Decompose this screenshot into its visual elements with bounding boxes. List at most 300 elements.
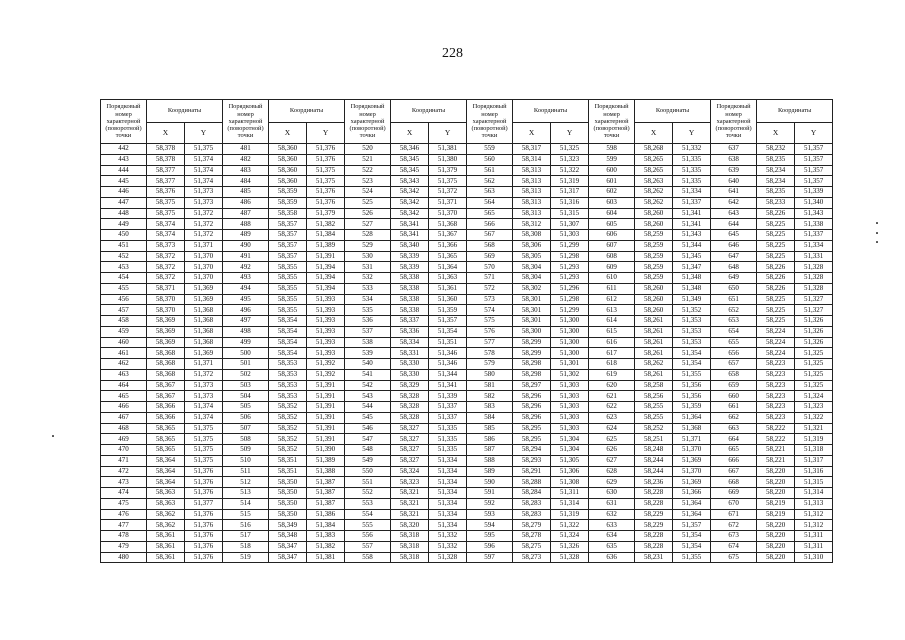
point-number-cell: 602: [589, 187, 635, 198]
table-row: [101, 520, 833, 531]
point-number-cell: 556: [345, 531, 391, 542]
point-number-cell: 635: [589, 541, 635, 552]
x-coordinate-cell: 58,223: [757, 402, 795, 413]
table-row: [101, 273, 833, 284]
point-number-cell: 530: [345, 251, 391, 262]
point-number-cell: 589: [467, 466, 513, 477]
y-coordinate-cell: 51,315: [551, 208, 589, 219]
x-coordinate-cell: 58,360: [269, 154, 307, 165]
point-number-cell: 626: [589, 445, 635, 456]
y-coordinate-cell: 51,356: [673, 380, 711, 391]
point-number-cell: 491: [223, 251, 269, 262]
y-coordinate-cell: 51,391: [307, 434, 345, 445]
y-coordinate-cell: 51,372: [185, 208, 223, 219]
y-coordinate-cell: 51,322: [551, 165, 589, 176]
point-number-cell: 580: [467, 369, 513, 380]
table-row: [101, 531, 833, 542]
table-row: [101, 488, 833, 499]
x-coordinate-cell: 58,338: [391, 305, 429, 316]
point-number-cell: 578: [467, 348, 513, 359]
y-coordinate-cell: 51,328: [795, 283, 833, 294]
y-coordinate-cell: 51,312: [795, 509, 833, 520]
x-coordinate-cell: 58,233: [757, 197, 795, 208]
point-number-cell: 574: [467, 305, 513, 316]
x-coordinate-cell: 58,283: [513, 509, 551, 520]
point-number-cell: 567: [467, 230, 513, 241]
point-number-cell: 619: [589, 369, 635, 380]
x-coordinate-cell: 58,259: [635, 230, 673, 241]
point-number-cell: 531: [345, 262, 391, 273]
x-coordinate-cell: 58,313: [513, 165, 551, 176]
point-number-cell: 458: [101, 316, 147, 327]
point-number-cell: 546: [345, 423, 391, 434]
x-coordinate-cell: 58,369: [147, 326, 185, 337]
point-number-cell: 542: [345, 380, 391, 391]
point-number-cell: 457: [101, 305, 147, 316]
x-coordinate-cell: 58,359: [269, 187, 307, 198]
point-number-cell: 544: [345, 402, 391, 413]
y-coordinate-cell: 51,370: [673, 466, 711, 477]
point-number-cell: 593: [467, 509, 513, 520]
point-number-cell: 666: [711, 455, 757, 466]
y-coordinate-cell: 51,376: [307, 187, 345, 198]
point-number-cell: 464: [101, 380, 147, 391]
y-coordinate-cell: 51,365: [429, 251, 467, 262]
table-row: [101, 316, 833, 327]
point-number-cell: 478: [101, 531, 147, 542]
point-number-cell: 498: [223, 326, 269, 337]
point-number-cell: 503: [223, 380, 269, 391]
table-row: [101, 165, 833, 176]
point-number-cell: 633: [589, 520, 635, 531]
point-number-cell: 571: [467, 273, 513, 284]
y-coordinate-cell: 51,334: [673, 187, 711, 198]
point-number-cell: 588: [467, 455, 513, 466]
point-number-cell: 604: [589, 208, 635, 219]
x-coordinate-cell: 58,365: [147, 423, 185, 434]
x-coordinate-cell: 58,228: [635, 541, 673, 552]
table-row: [101, 423, 833, 434]
y-coordinate-cell: 51,353: [673, 326, 711, 337]
x-coordinate-cell: 58,259: [635, 262, 673, 273]
scan-speck: [876, 232, 878, 234]
y-coordinate-cell: 51,313: [795, 498, 833, 509]
x-coordinate-cell: 58,304: [513, 262, 551, 273]
x-coordinate-cell: 58,371: [147, 283, 185, 294]
point-number-cell: 558: [345, 552, 391, 563]
x-coordinate-cell: 58,352: [269, 434, 307, 445]
x-coordinate-cell: 58,370: [147, 294, 185, 305]
coordinates-header: Координаты: [513, 100, 589, 123]
y-coordinate-cell: 51,328: [795, 262, 833, 273]
x-coordinate-cell: 58,323: [391, 477, 429, 488]
y-coordinate-cell: 51,348: [673, 273, 711, 284]
y-header: Y: [673, 123, 711, 144]
y-coordinate-cell: 51,293: [551, 262, 589, 273]
point-number-cell: 536: [345, 316, 391, 327]
x-coordinate-cell: 58,360: [269, 165, 307, 176]
y-coordinate-cell: 51,303: [551, 402, 589, 413]
point-number-cell: 672: [711, 520, 757, 531]
point-number-cell: 532: [345, 273, 391, 284]
point-number-cell: 510: [223, 455, 269, 466]
y-coordinate-cell: 51,391: [307, 251, 345, 262]
y-coordinate-cell: 51,314: [795, 488, 833, 499]
y-coordinate-cell: 51,306: [551, 466, 589, 477]
x-coordinate-cell: 58,260: [635, 219, 673, 230]
y-coordinate-cell: 51,375: [307, 165, 345, 176]
point-number-cell: 483: [223, 165, 269, 176]
y-coordinate-cell: 51,334: [429, 509, 467, 520]
point-number-cell: 502: [223, 369, 269, 380]
point-number-cell: 621: [589, 391, 635, 402]
x-coordinate-cell: 58,220: [757, 477, 795, 488]
x-coordinate-cell: 58,313: [513, 176, 551, 187]
x-coordinate-cell: 58,346: [391, 144, 429, 155]
point-number-cell: 617: [589, 348, 635, 359]
point-number-cell: 596: [467, 541, 513, 552]
y-coordinate-cell: 51,373: [185, 380, 223, 391]
y-coordinate-cell: 51,375: [185, 434, 223, 445]
point-number-cell: 671: [711, 509, 757, 520]
point-number-cell: 451: [101, 240, 147, 251]
y-coordinate-cell: 51,392: [307, 359, 345, 370]
point-number-cell: 563: [467, 187, 513, 198]
x-coordinate-cell: 58,339: [391, 262, 429, 273]
y-coordinate-cell: 51,366: [673, 488, 711, 499]
y-coordinate-cell: 51,368: [673, 423, 711, 434]
y-header: Y: [185, 123, 223, 144]
y-coordinate-cell: 51,344: [429, 369, 467, 380]
x-coordinate-cell: 58,224: [757, 348, 795, 359]
table-body: [101, 144, 833, 563]
point-number-cell: 485: [223, 187, 269, 198]
point-number-cell: 549: [345, 455, 391, 466]
point-number-cell: 484: [223, 176, 269, 187]
y-coordinate-cell: 51,391: [307, 391, 345, 402]
x-coordinate-cell: 58,278: [513, 531, 551, 542]
x-coordinate-cell: 58,261: [635, 326, 673, 337]
y-coordinate-cell: 51,300: [551, 337, 589, 348]
x-coordinate-cell: 58,261: [635, 348, 673, 359]
point-number-cell: 466: [101, 402, 147, 413]
y-coordinate-cell: 51,373: [185, 391, 223, 402]
y-coordinate-cell: 51,357: [795, 176, 833, 187]
y-coordinate-cell: 51,339: [795, 187, 833, 198]
y-coordinate-cell: 51,372: [185, 219, 223, 230]
point-number-cell: 661: [711, 402, 757, 413]
y-coordinate-cell: 51,372: [429, 187, 467, 198]
point-number-cell: 540: [345, 359, 391, 370]
x-coordinate-cell: 58,275: [513, 541, 551, 552]
point-number-cell: 529: [345, 240, 391, 251]
y-coordinate-cell: 51,335: [673, 154, 711, 165]
point-number-cell: 487: [223, 208, 269, 219]
point-number-cell: 446: [101, 187, 147, 198]
point-number-cell: 637: [711, 144, 757, 155]
y-coordinate-cell: 51,323: [795, 402, 833, 413]
x-coordinate-cell: 58,352: [269, 445, 307, 456]
point-number-cell: 541: [345, 369, 391, 380]
y-coordinate-cell: 51,334: [429, 520, 467, 531]
x-coordinate-cell: 58,353: [269, 359, 307, 370]
point-number-cell: 651: [711, 294, 757, 305]
point-number-cell: 582: [467, 391, 513, 402]
point-number-cell: 545: [345, 412, 391, 423]
x-coordinate-cell: 58,223: [757, 369, 795, 380]
table-row: [101, 154, 833, 165]
point-number-cell: 472: [101, 466, 147, 477]
x-coordinate-cell: 58,357: [269, 251, 307, 262]
point-number-cell: 499: [223, 337, 269, 348]
scan-speck: [876, 241, 878, 243]
x-coordinate-cell: 58,304: [513, 273, 551, 284]
x-coordinate-cell: 58,352: [269, 402, 307, 413]
point-number-cell: 496: [223, 305, 269, 316]
y-coordinate-cell: 51,354: [673, 531, 711, 542]
point-number-cell: 598: [589, 144, 635, 155]
scan-speck: [52, 435, 54, 437]
point-number-cell: 494: [223, 283, 269, 294]
y-coordinate-cell: 51,377: [185, 498, 223, 509]
point-number-cell: 647: [711, 251, 757, 262]
x-coordinate-cell: 58,291: [513, 466, 551, 477]
point-number-cell: 584: [467, 412, 513, 423]
x-coordinate-cell: 58,260: [635, 208, 673, 219]
point-number-cell: 462: [101, 359, 147, 370]
x-coordinate-cell: 58,368: [147, 348, 185, 359]
y-coordinate-cell: 51,373: [185, 187, 223, 198]
x-coordinate-cell: 58,368: [147, 369, 185, 380]
y-coordinate-cell: 51,375: [429, 176, 467, 187]
x-coordinate-cell: 58,342: [391, 197, 429, 208]
y-coordinate-cell: 51,391: [307, 380, 345, 391]
y-coordinate-cell: 51,368: [185, 316, 223, 327]
point-number-cell: 590: [467, 477, 513, 488]
point-number-cell: 456: [101, 294, 147, 305]
point-number-cell: 569: [467, 251, 513, 262]
table-row: [101, 541, 833, 552]
x-coordinate-cell: 58,376: [147, 187, 185, 198]
point-number-cell: 557: [345, 541, 391, 552]
point-number-cell: 573: [467, 294, 513, 305]
y-coordinate-cell: 51,321: [795, 423, 833, 434]
point-number-cell: 500: [223, 348, 269, 359]
x-coordinate-cell: 58,350: [269, 477, 307, 488]
table-row: [101, 262, 833, 273]
table-row: [101, 219, 833, 230]
y-coordinate-cell: 51,337: [429, 412, 467, 423]
point-number-cell: 607: [589, 240, 635, 251]
y-coordinate-cell: 51,331: [795, 251, 833, 262]
y-coordinate-cell: 51,381: [307, 552, 345, 563]
point-number-cell: 649: [711, 273, 757, 284]
x-coordinate-cell: 58,355: [269, 262, 307, 273]
point-number-cell: 528: [345, 230, 391, 241]
point-number-cell: 622: [589, 402, 635, 413]
point-number-header: Порядковый номер характерной (поворотной) точки: [223, 100, 269, 144]
point-number-cell: 639: [711, 165, 757, 176]
point-number-cell: 634: [589, 531, 635, 542]
point-number-cell: 479: [101, 541, 147, 552]
y-coordinate-cell: 51,315: [795, 477, 833, 488]
y-coordinate-cell: 51,370: [673, 445, 711, 456]
x-coordinate-cell: 58,342: [391, 187, 429, 198]
point-number-cell: 463: [101, 369, 147, 380]
point-number-cell: 475: [101, 498, 147, 509]
y-coordinate-cell: 51,299: [551, 240, 589, 251]
x-coordinate-cell: 58,273: [513, 552, 551, 563]
point-number-cell: 631: [589, 498, 635, 509]
point-number-cell: 492: [223, 262, 269, 273]
x-coordinate-cell: 58,336: [391, 326, 429, 337]
point-number-cell: 467: [101, 412, 147, 423]
x-coordinate-cell: 58,223: [757, 380, 795, 391]
y-coordinate-cell: 51,376: [185, 541, 223, 552]
y-coordinate-cell: 51,376: [307, 154, 345, 165]
x-header: X: [757, 123, 795, 144]
point-number-cell: 675: [711, 552, 757, 563]
point-number-cell: 564: [467, 197, 513, 208]
x-coordinate-cell: 58,298: [513, 359, 551, 370]
x-coordinate-cell: 58,224: [757, 326, 795, 337]
point-number-cell: 659: [711, 380, 757, 391]
point-number-cell: 601: [589, 176, 635, 187]
point-number-cell: 534: [345, 294, 391, 305]
x-coordinate-cell: 58,362: [147, 520, 185, 531]
x-coordinate-cell: 58,340: [391, 240, 429, 251]
x-coordinate-cell: 58,369: [147, 316, 185, 327]
point-number-cell: 667: [711, 466, 757, 477]
point-number-cell: 658: [711, 369, 757, 380]
y-coordinate-cell: 51,303: [551, 391, 589, 402]
point-number-cell: 591: [467, 488, 513, 499]
y-coordinate-cell: 51,328: [429, 552, 467, 563]
point-number-cell: 476: [101, 509, 147, 520]
y-coordinate-cell: 51,383: [307, 531, 345, 542]
x-coordinate-cell: 58,355: [269, 294, 307, 305]
y-coordinate-cell: 51,364: [429, 262, 467, 273]
point-number-cell: 656: [711, 348, 757, 359]
point-number-cell: 535: [345, 305, 391, 316]
x-coordinate-cell: 58,365: [147, 445, 185, 456]
y-coordinate-cell: 51,298: [551, 251, 589, 262]
x-header: X: [147, 123, 185, 144]
point-number-cell: 488: [223, 219, 269, 230]
y-coordinate-cell: 51,335: [429, 423, 467, 434]
point-number-cell: 489: [223, 230, 269, 241]
table-row: [101, 208, 833, 219]
point-number-cell: 652: [711, 305, 757, 316]
x-coordinate-cell: 58,223: [757, 391, 795, 402]
x-coordinate-cell: 58,279: [513, 520, 551, 531]
x-coordinate-cell: 58,367: [147, 380, 185, 391]
x-coordinate-cell: 58,220: [757, 466, 795, 477]
y-coordinate-cell: 51,328: [795, 273, 833, 284]
y-coordinate-cell: 51,370: [185, 273, 223, 284]
y-coordinate-cell: 51,371: [429, 197, 467, 208]
table-row: [101, 348, 833, 359]
y-coordinate-cell: 51,312: [795, 520, 833, 531]
point-number-cell: 447: [101, 197, 147, 208]
y-coordinate-cell: 51,351: [429, 337, 467, 348]
y-coordinate-cell: 51,353: [673, 337, 711, 348]
x-coordinate-cell: 58,262: [635, 187, 673, 198]
point-number-cell: 555: [345, 520, 391, 531]
y-coordinate-cell: 51,394: [307, 283, 345, 294]
y-coordinate-cell: 51,325: [795, 348, 833, 359]
x-coordinate-cell: 58,378: [147, 154, 185, 165]
point-number-cell: 533: [345, 283, 391, 294]
point-number-header: Порядковый номер характерной (поворотной) точки: [467, 100, 513, 144]
point-number-cell: 551: [345, 477, 391, 488]
y-coordinate-cell: 51,316: [551, 197, 589, 208]
point-number-cell: 507: [223, 423, 269, 434]
point-number-cell: 509: [223, 445, 269, 456]
x-coordinate-cell: 58,366: [147, 402, 185, 413]
y-coordinate-cell: 51,332: [429, 541, 467, 552]
y-coordinate-cell: 51,387: [307, 477, 345, 488]
x-coordinate-cell: 58,314: [513, 154, 551, 165]
y-coordinate-cell: 51,324: [795, 391, 833, 402]
point-number-cell: 592: [467, 498, 513, 509]
x-coordinate-cell: 58,347: [269, 552, 307, 563]
y-coordinate-cell: 51,354: [673, 348, 711, 359]
y-coordinate-cell: 51,386: [307, 509, 345, 520]
point-number-cell: 620: [589, 380, 635, 391]
y-header: Y: [795, 123, 833, 144]
y-coordinate-cell: 51,376: [185, 552, 223, 563]
y-coordinate-cell: 51,364: [673, 412, 711, 423]
x-coordinate-cell: 58,219: [757, 498, 795, 509]
x-coordinate-cell: 58,225: [757, 316, 795, 327]
point-number-cell: 471: [101, 455, 147, 466]
x-coordinate-cell: 58,321: [391, 498, 429, 509]
table-row: [101, 552, 833, 563]
x-coordinate-cell: 58,353: [269, 380, 307, 391]
point-number-cell: 559: [467, 144, 513, 155]
x-coordinate-cell: 58,353: [269, 391, 307, 402]
x-coordinate-cell: 58,374: [147, 230, 185, 241]
x-coordinate-cell: 58,261: [635, 316, 673, 327]
x-coordinate-cell: 58,354: [269, 337, 307, 348]
x-coordinate-cell: 58,338: [391, 283, 429, 294]
table-row: [101, 391, 833, 402]
y-coordinate-cell: 51,379: [429, 165, 467, 176]
y-coordinate-cell: 51,353: [673, 316, 711, 327]
x-coordinate-cell: 58,293: [513, 455, 551, 466]
x-coordinate-cell: 58,225: [757, 251, 795, 262]
y-coordinate-cell: 51,361: [429, 283, 467, 294]
point-number-cell: 640: [711, 176, 757, 187]
y-coordinate-cell: 51,369: [185, 294, 223, 305]
point-number-cell: 638: [711, 154, 757, 165]
y-coordinate-cell: 51,391: [307, 423, 345, 434]
y-coordinate-cell: 51,349: [673, 294, 711, 305]
point-number-cell: 516: [223, 520, 269, 531]
point-number-cell: 650: [711, 283, 757, 294]
point-number-cell: 579: [467, 359, 513, 370]
y-coordinate-cell: 51,357: [429, 316, 467, 327]
y-coordinate-cell: 51,376: [185, 531, 223, 542]
x-coordinate-cell: 58,339: [391, 251, 429, 262]
y-coordinate-cell: 51,393: [307, 348, 345, 359]
point-number-cell: 504: [223, 391, 269, 402]
x-coordinate-cell: 58,359: [269, 197, 307, 208]
y-coordinate-cell: 51,301: [551, 359, 589, 370]
x-coordinate-cell: 58,350: [269, 498, 307, 509]
x-coordinate-cell: 58,222: [757, 434, 795, 445]
